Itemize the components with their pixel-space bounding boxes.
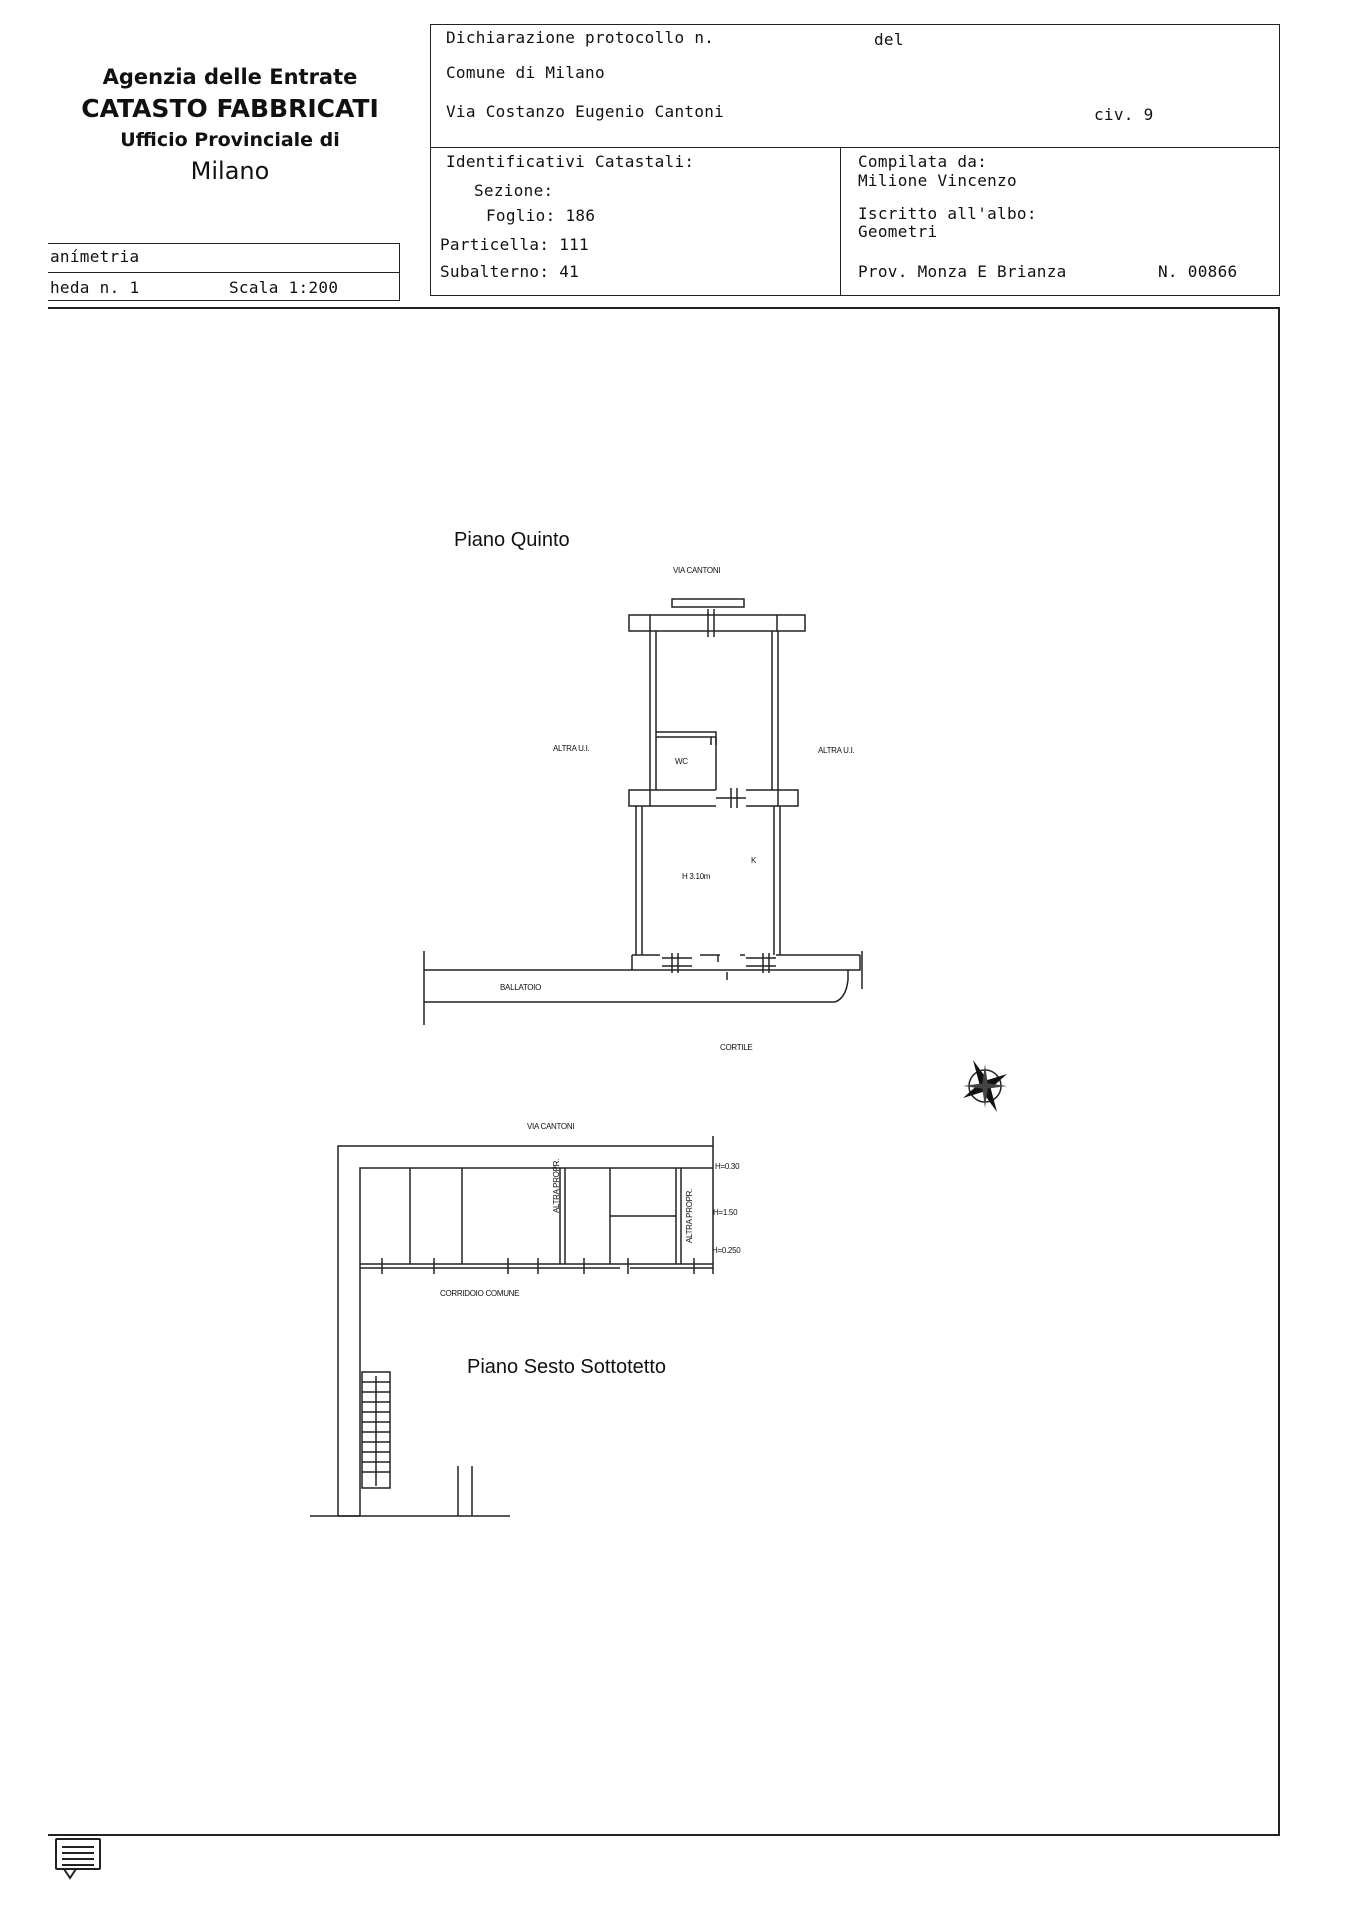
iscritto-label: Iscritto all'albo: — [858, 204, 1037, 223]
comune-label: Comune di Milano — [446, 63, 605, 82]
via-label: Via Costanzo Eugenio Cantoni — [446, 102, 725, 121]
ufficio-city: Milano — [190, 157, 270, 185]
altra-propr-label-1: ALTRA PROPR. — [552, 1158, 561, 1213]
via-cantoni-top-label: VIA CANTONI — [673, 566, 721, 575]
wall-stub-top-right — [777, 615, 805, 631]
height-150-label: H=1.50 — [713, 1208, 738, 1217]
identificativi-title: Identificativi Catastali: — [446, 152, 695, 171]
plan-quinto-title: Piano Quinto — [454, 529, 570, 551]
room-height-label: H 3.10m — [682, 872, 711, 881]
cortile-label: CORTILE — [720, 1043, 753, 1052]
provincia-label: Prov. Monza E Brianza — [858, 262, 1067, 281]
wall-stub-mid-left — [629, 790, 650, 806]
civico-label: civ. 9 — [1094, 105, 1154, 124]
wall-stub-mid-right — [778, 790, 798, 806]
via-cantoni-sesto-label: VIA CANTONI — [527, 1122, 575, 1131]
altra-propr-label-2: ALTRA PROPR. — [685, 1188, 694, 1243]
ufficio-label: Ufficio Provinciale di — [120, 129, 340, 151]
ballatoio-label: BALLATOIO — [500, 983, 542, 992]
del-label: del — [874, 30, 904, 49]
sezione-label: Sezione: — [474, 181, 554, 200]
kitchen-label: K — [751, 856, 757, 865]
subalterno-label: Subalterno: 41 — [440, 262, 580, 281]
plan-sesto-title: Piano Sesto Sottotetto — [467, 1356, 667, 1378]
foglio-label: Foglio: 186 — [486, 206, 596, 225]
compass-icon — [963, 1060, 1007, 1112]
corridoio-label: CORRIDOIO COMUNE — [440, 1289, 520, 1298]
compilatore-name: Milione Vincenzo — [858, 171, 1017, 190]
catasto-title: CATASTO FABBRICATI — [81, 94, 379, 123]
compilata-label: Compilata da: — [858, 152, 988, 171]
facade-bay — [672, 599, 744, 607]
scheda-number: heda n. 1 — [50, 278, 140, 297]
height-030-label: H=0.30 — [715, 1162, 740, 1171]
footer-line — [48, 1834, 100, 1836]
altra-ui-left-label: ALTRA U.I. — [553, 744, 590, 753]
scala-label: Scala 1:200 — [229, 278, 339, 297]
protocollo-label: Dichiarazione protocollo n. — [446, 28, 715, 47]
wall-stub-top-left — [629, 615, 650, 631]
notes-icon — [56, 1839, 100, 1878]
height-0250-label: H=0.250 — [712, 1246, 741, 1255]
wc-label: WC — [675, 757, 688, 766]
planimetria-title: anímetria — [50, 247, 140, 266]
altra-ui-right-label: ALTRA U.I. — [818, 746, 855, 755]
iscrizione-number: N. 00866 — [1158, 262, 1238, 281]
agency-name: Agenzia delle Entrate — [102, 65, 358, 89]
particella-label: Particella: 111 — [440, 235, 589, 254]
albo-label: Geometri — [858, 222, 938, 241]
